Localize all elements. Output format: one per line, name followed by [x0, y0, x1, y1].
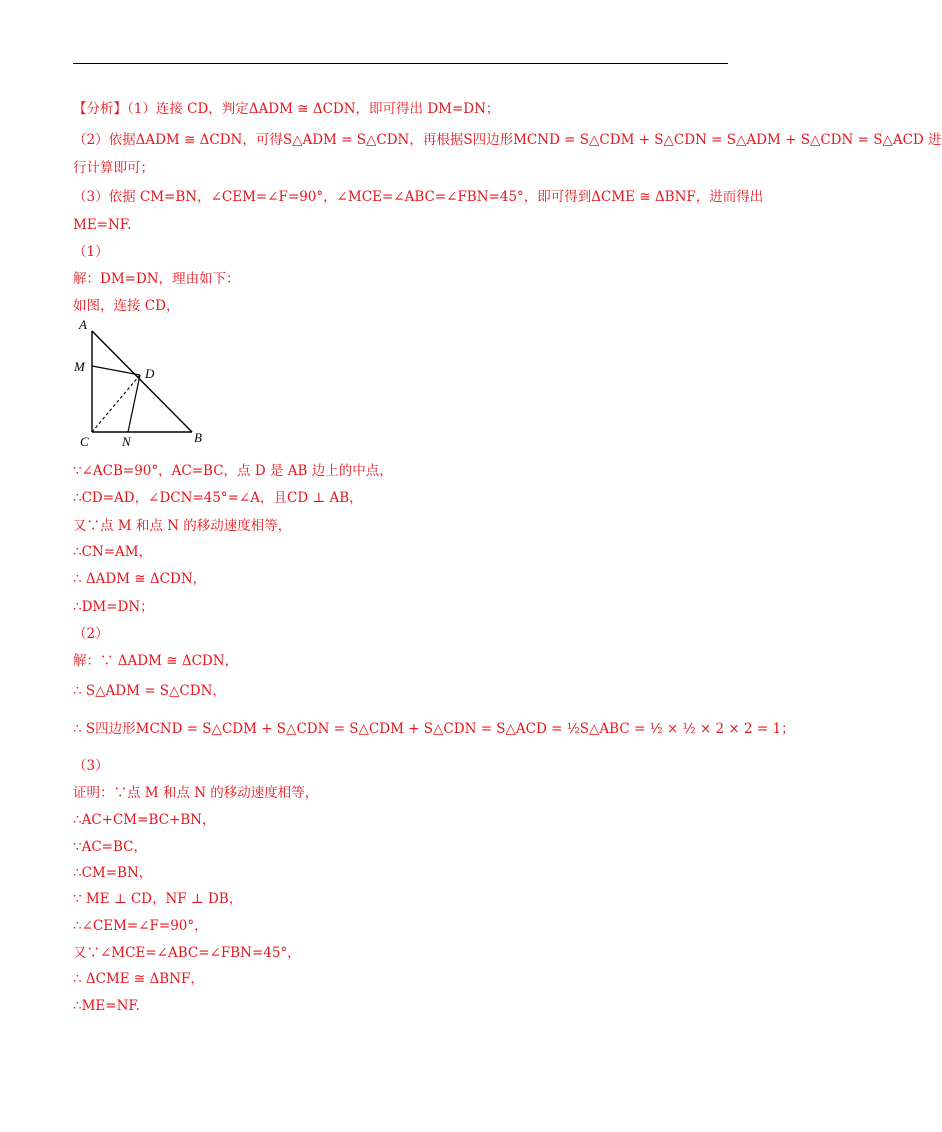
text-line: （2） — [73, 626, 109, 642]
text-line: ∵∠ACB=90°，AC=BC，点 D 是 AB 边上的中点， — [73, 463, 393, 479]
label-C: C — [80, 434, 89, 449]
text-line: 解：DM=DN，理由如下： — [73, 271, 240, 287]
text-line: ∴ S△ADM = S△CDN， — [73, 683, 226, 699]
text-line: ∴CM=BN， — [73, 865, 153, 881]
text-line: ∵ ME ⊥ CD，NF ⊥ DB， — [73, 891, 243, 907]
text-line: 证明：∵点 M 和点 N 的移动速度相等， — [73, 785, 319, 801]
text-line: 【分析】（1）连接 CD，判定ΔADM ≅ ΔCDN，即可得出 DM=DN； — [73, 101, 500, 117]
text-line: 行计算即可； — [73, 160, 154, 176]
text-line: ∴DM=DN； — [73, 599, 154, 615]
text-line: ME=NF. — [73, 217, 132, 233]
text-line: ∴AC+CM=BC+BN， — [73, 812, 216, 828]
text-line: （3） — [73, 758, 109, 774]
triangle-figure — [70, 315, 215, 455]
text-line: （2）依据ΔADM ≅ ΔCDN，可得S△ADM = S△CDN，再根据S四边形MCND = S△CDM + S△CDN = S△ADM + S△CDN = S△ACD 进 — [73, 132, 942, 148]
text-line: ∴CD=AD，∠DCN=45°=∠A，且CD ⊥ AB， — [73, 490, 363, 506]
label-A: A — [79, 317, 87, 332]
text-line: ∵AC=BC， — [73, 839, 147, 855]
text-line: 又∵点 M 和点 N 的移动速度相等， — [73, 518, 292, 534]
label-N: N — [122, 434, 131, 449]
header-rule — [73, 63, 728, 64]
label-D: D — [145, 366, 155, 381]
text-line: ∴ME=NF. — [73, 998, 140, 1014]
label-B: B — [194, 430, 202, 445]
text-line: （3）依据 CM=BN，∠CEM=∠F=90°，∠MCE=∠ABC=∠FBN=45°，即可得到ΔCME ≅ ΔBNF，进而得出 — [73, 189, 764, 205]
text-line: ∴ ΔADM ≅ ΔCDN， — [73, 571, 207, 587]
text-line: ∴CN=AM， — [73, 544, 153, 560]
text-line: （1） — [73, 244, 109, 260]
text-line: 又∵∠MCE=∠ABC=∠FBN=45°， — [73, 945, 301, 961]
label-M: M — [74, 359, 85, 374]
text-line: ∴ S四边形MCND = S△CDM + S△CDN = S△CDM + S△CDN = S△ACD = ½S△ABC = ½ × ½ × 2 × 2 = 1； — [73, 721, 795, 737]
text-line: ∴∠CEM=∠F=90°， — [73, 918, 208, 934]
text-line: ∴ ΔCME ≅ ΔBNF， — [73, 971, 204, 987]
text-line: 如图，连接 CD， — [73, 298, 180, 314]
text-line: 解：∵ ΔADM ≅ ΔCDN， — [73, 653, 239, 669]
